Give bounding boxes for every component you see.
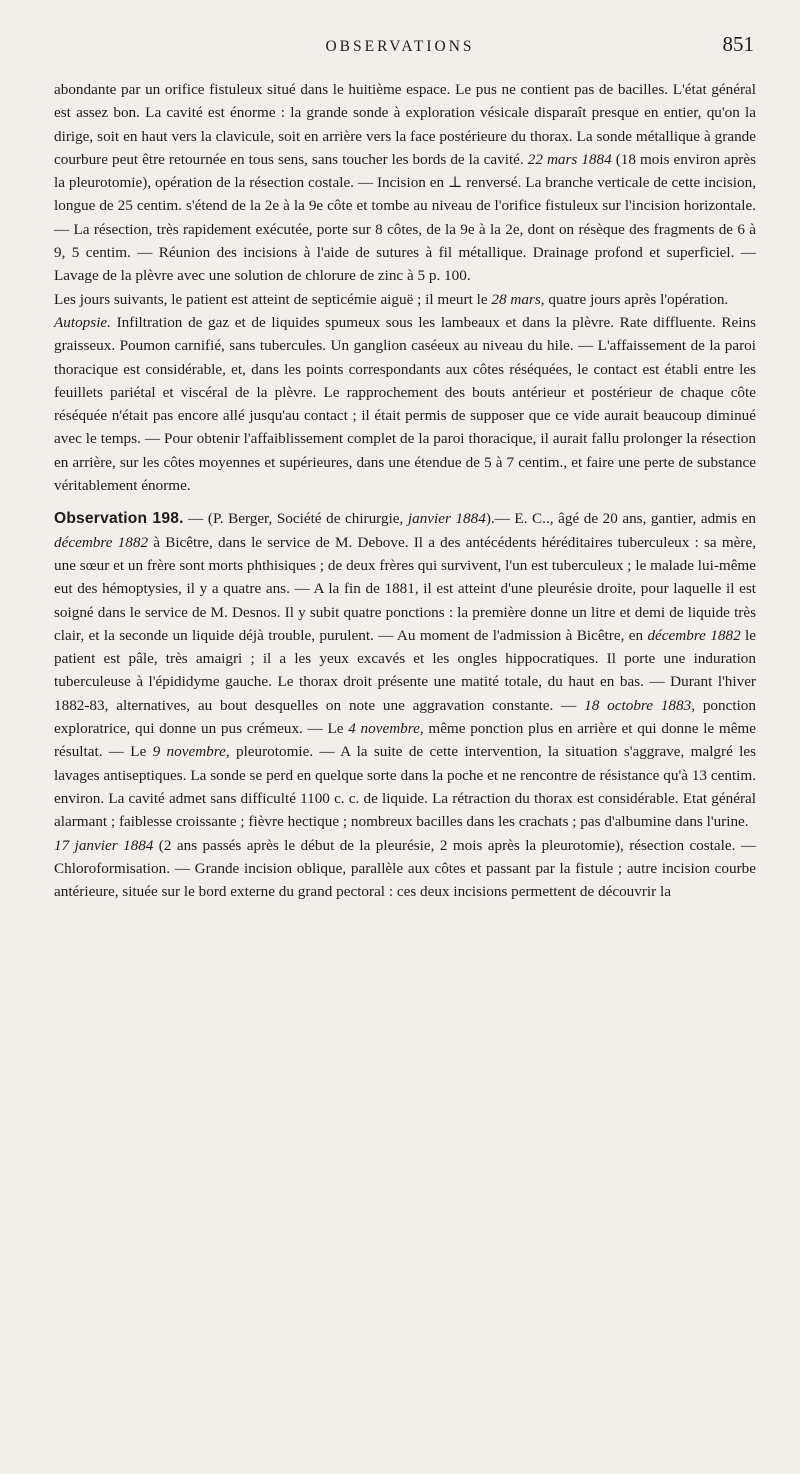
section-gap	[54, 497, 756, 507]
paragraph-text: , pleurotomie. — A la suite de cette intervention, la situation s'aggrave, malgré les lavages antiseptiques. La sonde se perd en quelque sorte dans la poche et ne rencontre de résistance qu'à 13 centim. environ. La cavité admet sans difficulté 1100 c. c. de liquide. La rétraction du thorax est considérable. Etat général alarmant ; faiblesse croissante ; fièvre hectique ; nombreux bacilles dans les crachats ; pas d'albumine dans l'urine.	[54, 743, 756, 831]
running-head: OBSERVATIONS	[325, 38, 475, 55]
date-text: décembre 1882	[54, 533, 149, 551]
paragraph-costal-resection	[54, 834, 756, 904]
body-text	[54, 78, 756, 903]
page-header	[0, 32, 800, 68]
paragraph-text: , quatre jours après l'opération.	[540, 290, 729, 308]
paragraph-text: ).— E. C.., âgé de 20 ans, gantier, admis en	[485, 510, 756, 528]
date-text: 28 mars	[491, 290, 541, 308]
paragraph-text: Infiltration de gaz et de liquides spumeux sous les lambeaux et dans la plèvre. Rate diffluente. Reins graisseux. Poumon carnifié, sans tubercules. Un ganglion caséeux au niveau du hile. — L'affaissement de la paroi thoracique est considérable, et, dans les points correspondants aux côtes réséquées, le contact est établi entre les feuillets pariétal et viscéral de la plèvre. Le rapprochement des bouts antérieur et postérieur de chaque côte réséquée n'était pas encore allé jusqu'au contact ; il était permis de supposer que ce vide aurait beaucoup diminué avec le temps. — Pour obtenir l'affaiblissement complet de la paroi thoracique, il aurait fallu prolonger la résection en arrière, sur les côtes moyennes et supérieures, dans une étendue de 5 à 7 centim., et faire une perte de substance véritablement énorme.	[54, 313, 756, 495]
date-text: 4 novembre	[348, 720, 420, 738]
paragraph-text: le patient est pâle, très amaigri ; il a les yeux excavés et les ongles hippocratiques. Il porte une induration tuberculeuse à l'épididyme gauche. Le thorax droit présente une matité totale, du haut en bas. — Durant l'hiver 1882-83, alternatives, au bout desquelles on note une aggravation constante. —	[54, 626, 757, 714]
paragraph-autopsy	[54, 311, 756, 497]
date-text: décembre 1882	[647, 626, 741, 644]
paragraph-text: , ponction exploratrice, qui donne un pus crémeux. — Le	[54, 696, 756, 738]
date-text: 22 mars 1884	[527, 150, 612, 168]
observation-title: Observation 198.	[54, 510, 184, 528]
paragraph-following-days	[54, 288, 756, 311]
paragraph-text: (2 ans passés après le début de la pleurésie, 2 mois après la pleurotomie), résection costale. — Chloroformisation. — Grande incision oblique, parallèle aux côtes et passant par la fistule ; autre incision courbe antérieure, située sur le bord externe du grand pectoral : ces deux incisions permettent de découvrir la	[54, 836, 757, 901]
date-text: janvier 1884	[407, 510, 486, 528]
paragraph-text: , même ponction plus en arrière et qui donne le même résultat. — Le	[54, 720, 756, 761]
date-text: 18 octobre 1883	[584, 696, 692, 714]
paragraph-text: abondante par un orifice fistuleux situé dans le huitième espace. Le pus ne contient pas de bacilles. L'état général est assez bon. La cavité est énorme : la grande sonde à exploration vésicale disparaît presque en entier, qu'on la dirige, soit en haut vers la clavicule, soit en arrière vers la face postérieure du thorax. La sonde métallique à grande courbure peut être retournée en tous sens, sans toucher les bords de la cavité.	[54, 81, 756, 168]
paragraph-text: Les jours suivants, le patient est atteint de septicémie aiguë ; il meurt le	[54, 290, 492, 308]
paragraph-text: — (P. Berger, Société de chirurgie,	[183, 510, 408, 528]
date-text: 17 janvier 1884	[54, 836, 154, 854]
paragraph-text: (18 mois environ après la pleurotomie), opération de la résection costale. — Incision en ⊥ renversé. La branche verticale de cette incision, longue de 25 centim. s'étend de la 2e à la 9e côte et tombe au niveau de l'orifice fistuleux sur l'incision horizontale. — La résection, très rapidement exécutée, porte sur 8 côtes, de la 9e à la 2e, dont on résèque des fragments de 6 à 9, 5 centim. — Réunion des incisions à l'aide de sutures à fil métallique. Drainage profond et superficiel. — Lavage de la plèvre avec une solution de chlorure de zinc à 5 p. 100.	[54, 150, 757, 285]
paragraph-cavity-description	[54, 78, 756, 288]
paragraph-observation-198	[54, 507, 756, 833]
paragraph-text: à Bicêtre, dans le service de M. Debove. Il a des antécédents héréditaires tuberculeux : sa mère, une sœur et un frère sont morts phthisiques ; de deux frères qui survivent, l'un est tuberculeux ; le malade lui-même eut des hémoptysies, il y a quatre ans. — A la fin de 1881, il est atteint d'une pleurésie droite, pour laquelle il est soigné dans le service de M. Desnos. Il y subit quatre ponctions : la première donne un litre et demi de liquide très clair, et la seconde un liquide déjà trouble, purulent. — Au moment de l'admission à Bicêtre, en	[54, 533, 756, 644]
page-number: 851	[722, 32, 754, 56]
autopsy-label: Autopsie.	[54, 313, 111, 331]
date-text: 9 novembre	[152, 743, 226, 761]
